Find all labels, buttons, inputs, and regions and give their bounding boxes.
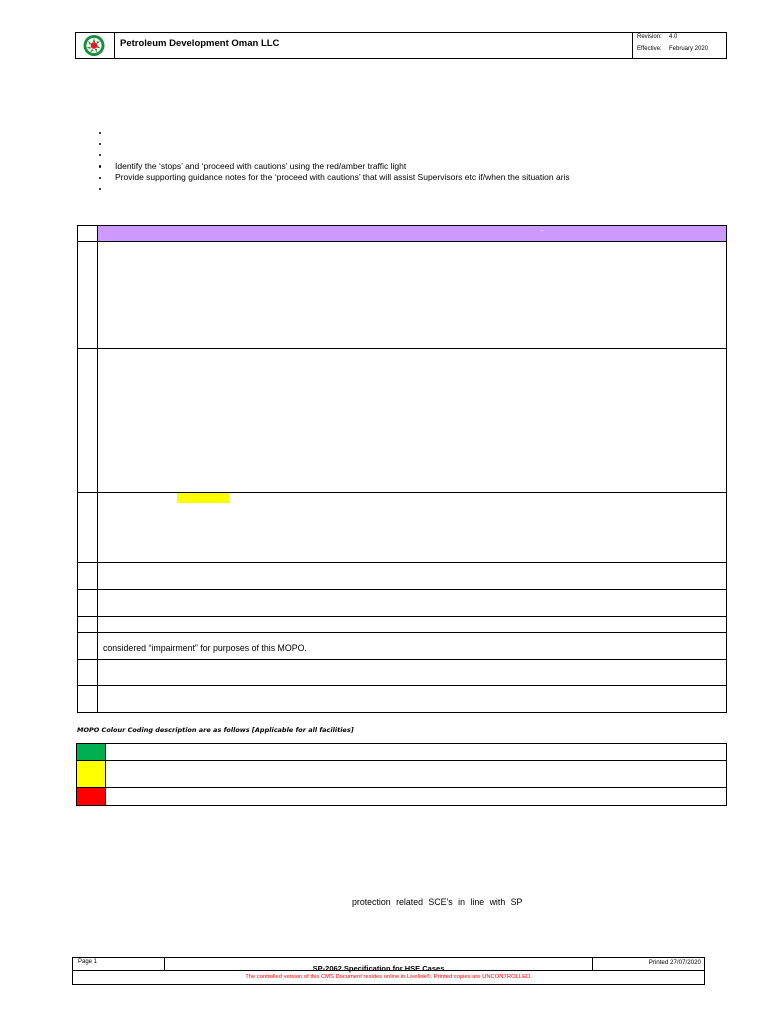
table-cell-description bbox=[98, 563, 726, 589]
table-cell-number bbox=[78, 633, 98, 659]
list-item bbox=[0, 138, 768, 149]
bullet-marker bbox=[99, 177, 101, 179]
table-cell-description bbox=[98, 686, 726, 712]
controlled-copy-notice: The controlled version of this CMS Document resides online in Livelink®. Printed copies are UNCONTROLLED. bbox=[245, 974, 532, 980]
list-item bbox=[0, 161, 768, 172]
effective-label: Effective: bbox=[637, 46, 662, 52]
revision-value: 4.0 bbox=[669, 34, 678, 40]
colour-description bbox=[106, 788, 726, 805]
list-item-text: Provide supporting guidance notes for the ‘proceed with cautions’ that will assist Supervisors etc if/when the situation aris bbox=[115, 172, 570, 182]
header-mark: – bbox=[540, 227, 544, 234]
table-cell-number bbox=[78, 349, 98, 492]
document-header bbox=[75, 32, 727, 59]
table-cell-description bbox=[98, 633, 726, 659]
table-row bbox=[78, 686, 726, 712]
table-row bbox=[78, 242, 726, 349]
text-highlight bbox=[177, 493, 229, 503]
table-cell-number bbox=[78, 242, 98, 348]
footer-top-row bbox=[73, 958, 704, 971]
table-row bbox=[78, 590, 726, 617]
mopo-table bbox=[77, 225, 727, 713]
logo-cell bbox=[76, 33, 115, 58]
table-cell-number bbox=[78, 660, 98, 685]
table-cell-description bbox=[98, 349, 726, 492]
colour-coding-table bbox=[76, 743, 727, 806]
table-row bbox=[78, 493, 726, 563]
table-cell-description bbox=[98, 660, 726, 685]
list-item bbox=[0, 172, 768, 183]
revision-label: Revision: bbox=[637, 34, 662, 40]
colour-row-green bbox=[77, 744, 726, 761]
pdo-logo-icon bbox=[80, 33, 108, 58]
company-name: Petroleum Development Oman LLC bbox=[120, 38, 280, 49]
effective-value: February 2020 bbox=[669, 46, 709, 52]
table-cell-description bbox=[98, 493, 726, 562]
body-text-fragment: protection related SCE’s in line with SP bbox=[352, 897, 523, 907]
table-header-row bbox=[78, 226, 726, 242]
table-row bbox=[78, 633, 726, 660]
colour-row-yellow bbox=[77, 761, 726, 788]
bullet-marker bbox=[99, 132, 101, 134]
bullet-marker bbox=[99, 165, 101, 167]
impairment-note: considered “impairment” for purposes of this MOPO. bbox=[103, 643, 307, 653]
printed-date: Printed 27/07/2020 bbox=[648, 959, 701, 966]
yellow-swatch bbox=[77, 761, 106, 787]
table-cell-number bbox=[78, 590, 98, 616]
logo-center bbox=[91, 42, 98, 49]
table-header-cell-description bbox=[98, 226, 726, 241]
bullet-marker bbox=[99, 188, 101, 190]
footer-page-cell bbox=[73, 958, 165, 970]
colour-description bbox=[106, 761, 726, 787]
table-header-cell-number bbox=[78, 226, 98, 241]
list-item bbox=[0, 127, 768, 138]
colour-row-red bbox=[77, 788, 726, 805]
table-row bbox=[78, 660, 726, 686]
table-cell-number bbox=[78, 617, 98, 632]
bullet-marker bbox=[99, 143, 101, 145]
footer-printed-cell bbox=[593, 958, 704, 970]
colour-description bbox=[106, 744, 726, 760]
page-number: Page 1 bbox=[78, 959, 98, 965]
list-item bbox=[0, 183, 768, 194]
table-cell-number bbox=[78, 493, 98, 562]
footer-title-cell bbox=[165, 958, 593, 973]
bullet-marker bbox=[99, 154, 101, 156]
table-cell-number bbox=[78, 686, 98, 712]
revision-cell bbox=[632, 33, 726, 58]
table-cell-description bbox=[98, 590, 726, 616]
table-cell-description bbox=[98, 617, 726, 632]
table-row bbox=[78, 617, 726, 633]
list-item-text: Identify the ‘stops’ and ‘proceed with cautions’ using the red/amber traffic light bbox=[115, 160, 407, 171]
table-cell-number bbox=[78, 563, 98, 589]
colour-coding-title: MOPO Colour Coding description are as follows [Applicable for all facilities] bbox=[77, 726, 354, 734]
table-cell-description bbox=[98, 242, 726, 348]
bullet-list bbox=[0, 127, 768, 195]
red-swatch bbox=[77, 788, 106, 805]
document-footer bbox=[72, 957, 705, 985]
table-row bbox=[78, 563, 726, 590]
list-item bbox=[0, 150, 768, 161]
green-swatch bbox=[77, 744, 106, 760]
document-title: SP-2062 Specification for HSE Cases bbox=[312, 964, 445, 973]
table-row bbox=[78, 349, 726, 493]
